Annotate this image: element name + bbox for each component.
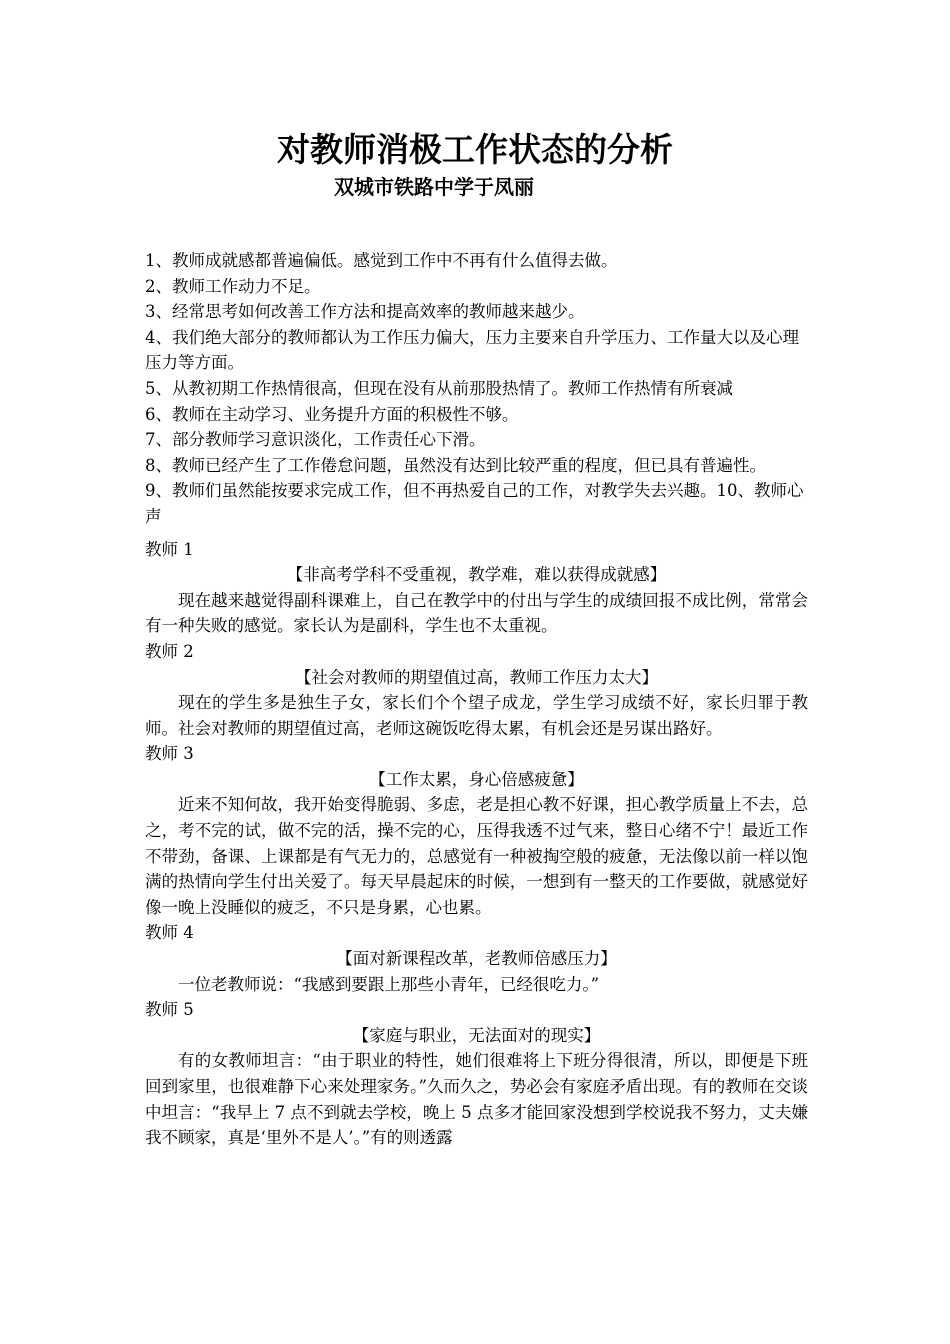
point-item: 4、我们绝大部分的教师都认为工作压力偏大，压力主要来自升学压力、工作量大以及心理压力等方面。 <box>145 327 799 373</box>
document-body <box>145 248 808 1151</box>
point-item: 3、经常思考如何改善工作方法和提高效率的教师越来越少。 <box>145 302 585 322</box>
teacher-heading: 【非高考学科不受重视，教学难，难以获得成就感】 <box>286 565 667 585</box>
teacher-text: 近来不知何故，我开始变得脆弱、多虑，老是担心教不好课，担心教学质量上不去，总之，考不完的试，做不完的活，操不完的心，压得我透不过气来，整日心绪不宁！最近工作不带劲，备课、上课都是有气无力的，总感觉有一种被掏空般的疲惫，无法像以前一样以饱满的热情向学生付出关爱了。每天早晨起床的时候，一想到有一整天的工作要做，就感觉好像一晚上没睡似的疲乏，不只是身累，心也累。 <box>145 795 808 917</box>
point-item: 5、从教初期工作热情很高，但现在没有从前那股热情了。教师工作热情有所衰减 <box>145 378 733 398</box>
teacher-text: 现在的学生多是独生子女，家长们个个望子成龙，学生学习成绩不好，家长归罪于教师。社会对教师的期望值过高，老师这碗饭吃得太累，有机会还是另谋出路好。 <box>145 693 808 738</box>
teacher-text: 现在越来越觉得副科课难上，自己在教学中的付出与学生的成绩回报不成比例，常常会有一种失败的感觉。家长认为是副科，学生也不太重视。 <box>145 590 808 636</box>
point-item: 2、教师工作动力不足。 <box>145 276 321 296</box>
point-item: 9、教师们虽然能按要求完成工作，但不再热爱自己的工作，对教学失去兴趣。10、教师心声 <box>145 481 804 526</box>
teacher-label: 教师 5 <box>145 1000 194 1020</box>
document-title: 对教师消极工作状态的分析 <box>277 130 673 169</box>
teacher-label: 教师 1 <box>145 539 194 559</box>
teacher-heading: 【家庭与职业，无法面对的现实】 <box>352 1025 601 1045</box>
teacher-text: 有的女教师坦言：“由于职业的特性，她们很难将上下班分得很清，所以，即便是下班回到家里，也很难静下心来处理家务。”久而久之，势必会有家庭矛盾出现。有的教师在交谈中坦言：“我早上 7 点不到就去学校，晚上 5 点多才能回家没想到学校说我不努力，丈夫嫌我不顾家，真是‘里外不是人’。”有的则透露 <box>145 1051 808 1148</box>
point-item: 6、教师在主动学习、业务提升方面的积极性不够。 <box>145 404 519 424</box>
point-item: 7、部分教师学习意识淡化，工作责任心下滑。 <box>145 430 486 450</box>
teacher-heading: 【社会对教师的期望值过高，教师工作压力太大】 <box>295 667 658 687</box>
teacher-text: 一位老教师说：“我感到要跟上那些小青年，已经很吃力。” <box>178 974 600 994</box>
teacher-heading: 【工作太累，身心倍感疲惫】 <box>369 769 584 789</box>
document-author: 双城市铁路中学于凤丽 <box>334 175 534 199</box>
teacher-label: 教师 4 <box>145 923 194 943</box>
teacher-label: 教师 2 <box>145 641 194 661</box>
teacher-heading: 【面对新课程改革，老教师倍感压力】 <box>336 949 617 969</box>
point-item: 8、教师已经产生了工作倦怠问题，虽然没有达到比较严重的程度，但已具有普遍性。 <box>145 455 766 475</box>
point-item: 1、教师成就感都普遍偏低。感觉到工作中不再有什么值得去做。 <box>145 251 618 270</box>
teacher-label: 教师 3 <box>145 744 194 764</box>
